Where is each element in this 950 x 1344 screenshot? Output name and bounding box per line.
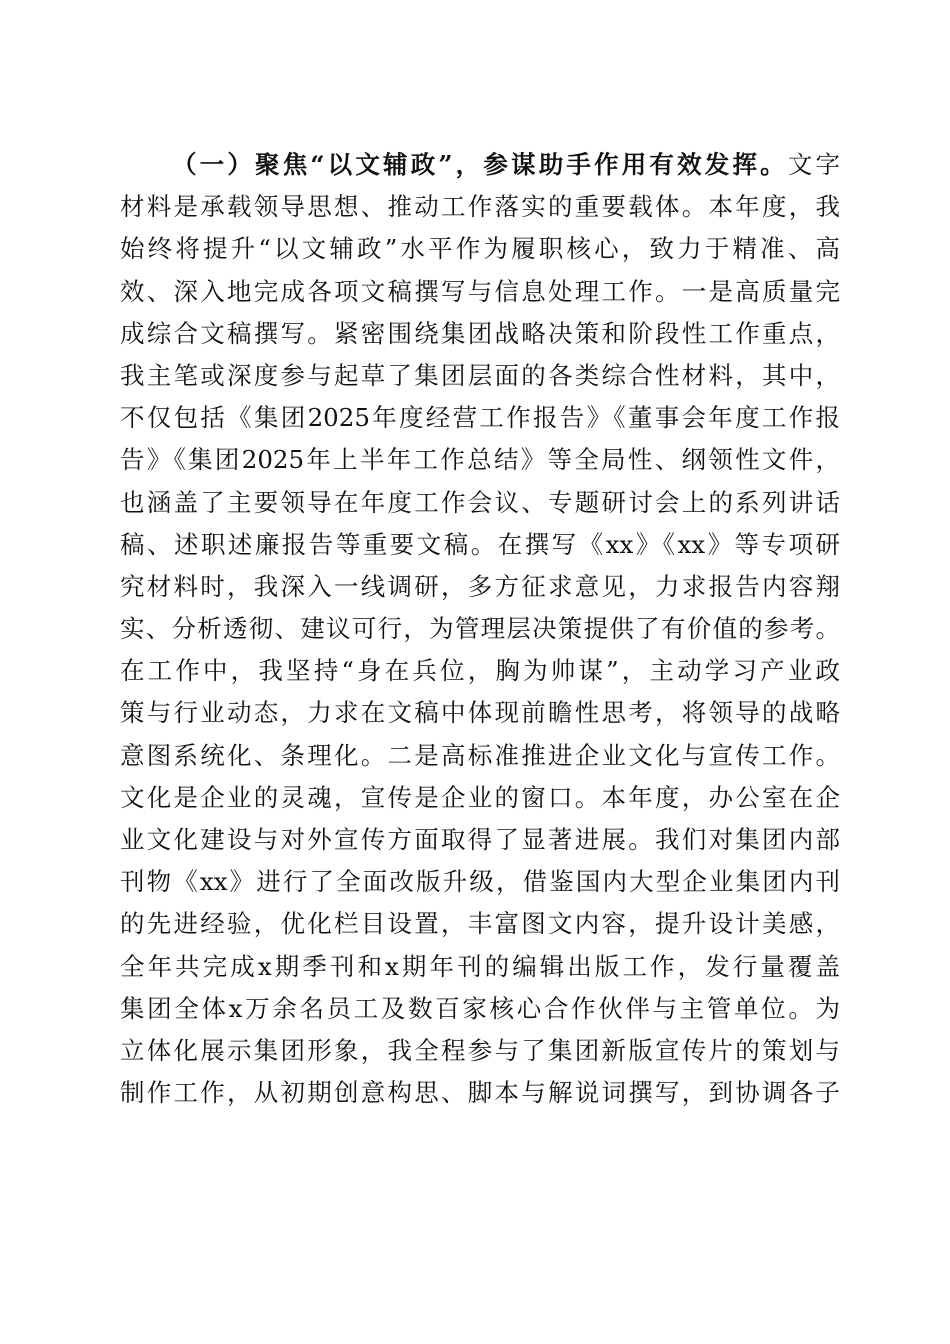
paragraph-line: 刊物《xx》进行了全面改版升级，借鉴国内大型企业集团内刊 xyxy=(120,867,840,897)
paragraph-line: 制作工作，从初期创意构思、脚本与解说词撰写，到协调各子 xyxy=(120,1078,840,1108)
paragraph-line: 集团全体x万余名员工及数百家核心合作伙伴与主管单位。为 xyxy=(120,993,840,1023)
paragraph-line: 我主笔或深度参与起草了集团层面的各类综合性材料，其中， xyxy=(120,360,840,390)
paragraph-line: 的先进经验，优化栏目设置，丰富图文内容，提升设计美感， xyxy=(120,909,840,939)
paragraph-line: 告》《集团2025年上半年工作总结》等全局性、纲领性文件， xyxy=(120,445,840,475)
paragraph-line: 始终将提升“以文辅政”水平作为履职核心，致力于精准、高 xyxy=(120,234,840,264)
paragraph-line: 意图系统化、条理化。二是高标准推进企业文化与宣传工作。 xyxy=(120,740,840,770)
paragraph-line: 成综合文稿撰写。紧密围绕集团战略决策和阶段性工作重点， xyxy=(120,318,840,348)
paragraph-line: 效、深入地完成各项文稿撰写与信息处理工作。一是高质量完 xyxy=(120,276,840,306)
paragraph-line: 在工作中，我坚持“身在兵位，胸为帅谋”，主动学习产业政 xyxy=(120,656,840,686)
paragraph-line: 稿、述职述廉报告等重要文稿。在撰写《xx》《xx》等专项研 xyxy=(120,529,840,559)
paragraph-line: 业文化建设与对外宣传方面取得了显著进展。我们对集团内部 xyxy=(120,825,840,854)
paragraph-line: 也涵盖了主要领导在年度工作会议、专题研讨会上的系列讲话 xyxy=(120,487,840,517)
section-heading: （一）聚焦“以文辅政”，参谋助手作用有效发挥。 xyxy=(172,150,788,179)
paragraph-line xyxy=(120,144,840,186)
paragraph-line: 全年共完成x期季刊和x期年刊的编辑出版工作，发行量覆盖 xyxy=(120,951,840,981)
body-paragraph xyxy=(120,144,840,1114)
paragraph-line: 立体化展示集团形象，我全程参与了集团新版宣传片的策划与 xyxy=(120,1035,840,1065)
paragraph-line: 文化是企业的灵魂，宣传是企业的窗口。本年度，办公室在企 xyxy=(120,782,840,812)
paragraph-line: 不仅包括《集团2025年度经营工作报告》《董事会年度工作报 xyxy=(120,403,840,433)
paragraph-line: 究材料时，我深入一线调研，多方征求意见，力求报告内容翔 xyxy=(120,571,840,601)
paragraph-line: 材料是承载领导思想、推动工作落实的重要载体。本年度，我 xyxy=(120,192,840,222)
paragraph-line: 实、分析透彻、建议可行，为管理层决策提供了有价值的参考。 xyxy=(120,614,840,644)
paragraph-line: 策与行业动态，力求在文稿中体现前瞻性思考，将领导的战略 xyxy=(120,698,840,728)
paragraph-line-text: 文字 xyxy=(787,150,841,179)
